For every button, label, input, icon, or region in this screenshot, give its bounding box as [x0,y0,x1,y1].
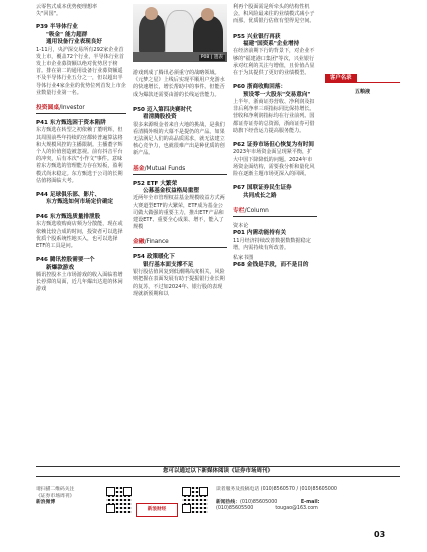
article-body: 腾讯控股本土市场游戏的收入面临着增长停滞的局面，近几年爆出达进的休闲游戏 [36,271,123,293]
article-p52[interactable] [133,181,227,232]
weibo-logo: 新浪财经 [136,503,178,517]
article-body: 游戏到成了腾讯必须重守的战略领域。《元梦之星》上线后实现平顺用户充游水的快速增长，增长帮助中的事件。但能否成为爆款还需要由游的长线运营能力。 [133,70,225,98]
photo-head [201,8,214,21]
section-header-funds: 基金/Mutual Funds [133,165,227,175]
photo-caption: P08 | 遗表 [200,55,223,60]
article-title: P01 内需动能持有关 [233,230,287,237]
client-name: 五粮液 [354,89,371,95]
article-subtitle: 共同成长之路 [243,192,277,199]
article-body: 在经济前期下行的背景下，对企业不够的"福建港口集团"等次，兴业银行承对红利的关注与增值，且价值凸显在于为其提供了更好的业绩模型。 [233,48,315,77]
article-subtitle: 福建"国资系"企业增持 [243,41,300,48]
continued-text: 云零售式成本优势便理想率 失"回国"。 [36,4,98,18]
article-p44[interactable] [36,192,126,207]
client-list-label: 客户名录 [325,74,357,82]
photo-person [165,10,195,58]
article-title: P52 ETF 大繁荣 [133,180,178,187]
article-body: 2023年市场资金面呈现紧平衡，扩大中国下降降低的问题。2024年市场资金面结构，需要我分析和量化风险在逐渐主题市场更深入的回顾。 [233,149,315,178]
article-body: 东方甄选收购商店频为分散能，现在或依赖比较合成的时间，投资者可以选择优质个股系统性地买入，也可以选择ETF的工具是问。 [36,221,123,249]
contact-info: 读者服务及投稿电话 (010)8560570 / (010)85605000 新闻热线：(010)85605000 E-mail: (010)85605500 tougao@163.com [216,487,337,512]
article-p55[interactable] [233,34,317,78]
footer-row [36,479,400,533]
section-header-investor: 投资圆桌/Investor [36,104,126,114]
client-list-box [325,64,400,95]
qr-code-icon[interactable] [182,487,208,513]
section-header-finance: 金融/Finance [133,238,227,248]
article-subtitle: "吸金" 能力超群 [46,31,88,38]
article-subtitle: 银行基本面支撑不足 [143,261,194,268]
photo-person [193,16,223,56]
article-title: P60 浙商收购回落： [233,84,287,91]
article-subtitle: 东方甄选如何市场定价确定 [46,199,114,206]
column-4 [325,64,400,103]
article-p62[interactable] [233,142,317,178]
news-photo [133,4,227,62]
article-subtitle: 通用设备行业表现良好 [46,39,102,46]
qr-caption: 请扫描二维码关注 《证券市场周刊》 新浪微博 [36,487,75,506]
article-title: P46 腾讯控股需要一个 [36,257,95,264]
article-p54[interactable] [133,254,227,298]
article-title: P55 兴业银行再获 [233,33,281,40]
article-body: 11月经济持续改善数据数数据稳定增，内需持续有所改善。 [233,237,311,251]
media-invite: 您可以通过以下新媒体阅读《证券市场周刊》 [162,468,273,474]
article-title: P50 迈入第四决赛时代 [133,106,192,113]
footer [36,466,400,533]
article-p50[interactable] [133,107,227,158]
article-body: 利再个股面需是所牵头的结构性机会，积风险最来往的业绩模式减小子而那，优质银行估值有望得见空间。 [233,4,315,25]
article-title: P62 证券市场但心恢复为有时间 [233,142,315,149]
column-2 [133,4,227,305]
article-subtitle: 公募基金权益格局重塑 [143,188,199,195]
article-p68[interactable] [233,262,317,269]
photo-head [145,7,158,20]
article-title: P68 金钱是手段，而不是目的 [233,262,309,269]
article-subtitle: 看清腾股投资 [143,114,177,121]
article-body: 银行股估值回复到低潮期高度相关，风险则把握在表面发展有助于提振银行业长期的复苏，不过如2024年、银行股的表现现就新预期和以 [133,269,225,297]
qr-code-icon[interactable] [106,487,132,513]
article-p67[interactable] [233,185,317,200]
article-title: P67 国联证券民生证券 [233,185,292,192]
article-body: 近两年全市管理权益基金规模收益方式两大赛道型ETF的大繁荣，ETF成为基金公司做大做强的重要主力，推出ETF产品和建设ETF、重要全心成果、增不，能入了规模 [133,195,225,231]
section-header-column: 专栏/Column [233,207,317,217]
article-subtitle: 预设零一大股东"交易意向" [243,91,311,98]
article-title: P54 政策暖化下 [133,254,175,261]
divider [36,476,400,477]
column-3 [233,4,317,277]
article-body: 东方甄选在转型之初依赖了董明辉，但其周围前些年持续的宫都转普遍算法将和大规模风控的主播限制。主播董字辉个人的价值创造被忽视。前有抖音平台的冲突，后有本次"小作文"事件。意味着东方甄选的管理能力存在短板，盈利模式尚未稳定。东方甄选于公司的长期估值将面临大考。 [36,127,123,184]
article-subtitle: 新爆款游戏 [46,264,74,271]
column-label: 资本论 [233,223,249,230]
article-body: 上半年，浙商证券营收、净利润及扣非后利净率三项指标同比保持增长。营收和净利润指标均在行业前列。国都证券证券的总资源，浙商证券可借助旗下经营运力提高服务能力。 [233,99,315,134]
article-title: P46 东方甄选质量排泄股 [36,213,101,220]
article-title: P44 足球俱乐部、影片、 [36,192,101,199]
article-p60[interactable] [233,84,317,135]
article-p46b[interactable] [36,257,126,293]
article-p46a[interactable] [36,214,126,250]
photo-person [139,14,165,54]
column-label: 私家书图 [233,255,254,262]
divider [325,82,400,83]
column-1 [36,4,126,301]
page-number: 03 [374,530,386,539]
article-title: P39 半导体行业 [36,24,78,31]
article-title: P41 东方甄选困于资本陷阱 [36,120,106,127]
article-p41[interactable] [36,120,126,185]
article-body: 1-11月，央沪深交易所有292家企业首发上市，覆盖72个行业，半导体行业首发上市企业募资额以绝对优势居于榜首。排在第二的通用设备行业募资额遥不及半导体行业五分之一，但以超出半导体行业4家企业的优势位列首发上市企业数量行业第一名。 [36,46,126,96]
article-p39[interactable] [36,24,126,97]
article-body: 很多来源吸金者来自大地的挑战，是我们看清腾外吸的大幕不是提仍的产品。如果无法满足人们的高品质需求，就无法建立核心竞争力，也就很难产出是种优质的创新产品。 [133,121,225,157]
article-p01[interactable] [233,230,317,252]
